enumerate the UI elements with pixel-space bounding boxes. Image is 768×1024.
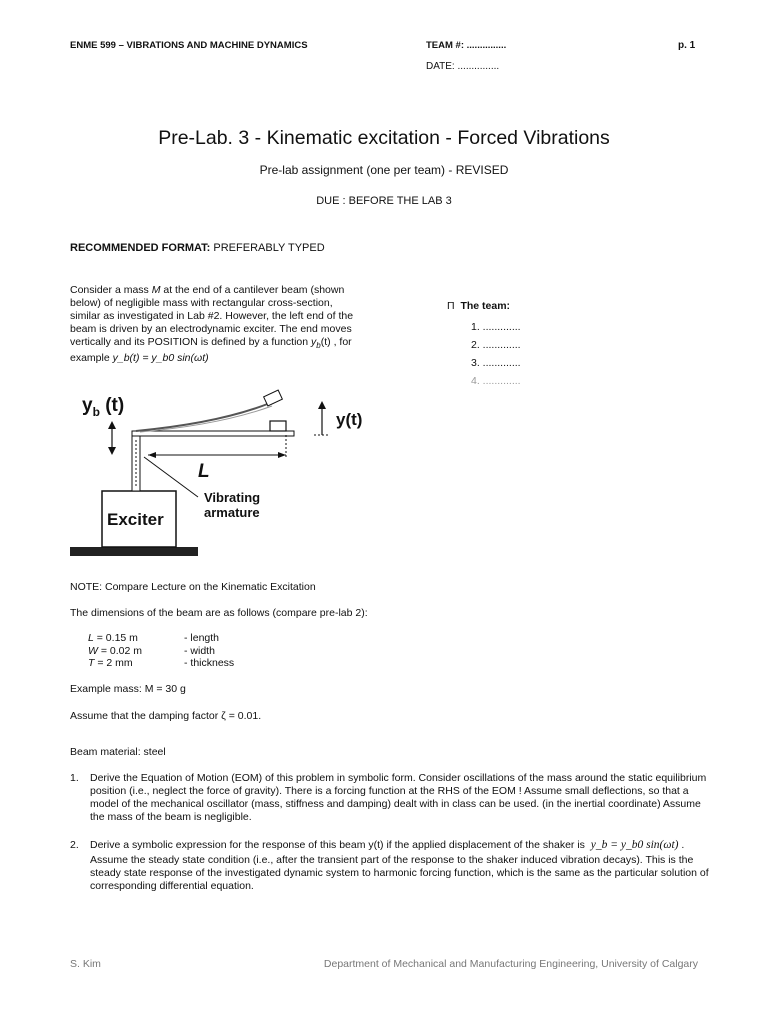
question-body: Derive a symbolic expression for the response of this beam y(t) if the applied displacement of the shaker is y_b = y_b0 sin(ωt) . Assume the steady state condition (i.e., after the transient part of the response to the shaker induced vibration decays). This is the steady state response of the investigated dynamic system to harmonic forcing function, which is the same as the particular solution of corresponding differential equation. (90, 839, 709, 892)
team-number-field: TEAM #: ............... (426, 40, 507, 51)
dimension-value (88, 632, 184, 645)
yb-arrowhead-down (108, 447, 116, 455)
function-subscript: b (316, 341, 321, 351)
pi-icon: Π (447, 300, 455, 312)
example-mass: Example mass: M = 30 g (70, 683, 186, 695)
dimensions-table (88, 632, 234, 670)
yb-arg: (t) (99, 395, 125, 416)
dimension-desc: - length (184, 632, 220, 644)
function-symbol: y (311, 336, 317, 348)
format-label: RECOMMENDED FORMAT: (70, 242, 211, 254)
intro-text-3: , for example (70, 336, 352, 365)
yb-symbol: y (82, 395, 93, 416)
format-line (70, 242, 325, 254)
team-members (471, 318, 521, 390)
dimension-row (88, 645, 234, 658)
dimension-amount: = 0.15 m (93, 632, 138, 644)
length-arrow-left (148, 452, 156, 458)
intro-text-2: at the end of a cantilever beam (shown below) of negligible mass with rectangular cross-section, similar as investigated in Lab #2. However, the left end of the beam is driven by an electrodynamic exciter. The end moves vertically and its POSITION is defined by a function (70, 284, 354, 348)
question-text: Derive a symbolic expression for the response of this beam y(t) if the applied displacement of the shaker is (90, 839, 585, 851)
mass-symbol: M (151, 284, 161, 296)
due-line: DUE : BEFORE THE LAB 3 (316, 195, 452, 207)
footer-department: Department of Mechanical and Manufacturing Engineering, University of Calgary (323, 958, 698, 970)
armature-label-1: Vibrating (204, 490, 261, 505)
beam (132, 431, 294, 436)
team-label: The team: (460, 300, 511, 312)
yt-arrowhead (318, 401, 326, 409)
dimension-desc: - width (184, 644, 215, 657)
date-field: DATE: ............... (426, 61, 500, 72)
yt-label: y(t) (336, 410, 363, 429)
subtitle: Pre-lab assignment (one per team) - REVISED (259, 163, 509, 177)
dimension-symbol: T (88, 657, 95, 669)
dimensions-intro: The dimensions of the beam are as follows (compare pre-lab 2): (70, 607, 368, 619)
team-member: 3. ............. (471, 357, 521, 369)
footer-author: S. Kim (70, 958, 101, 970)
material-line: Beam material: steel (70, 746, 166, 758)
question-text: Derive the Equation of Motion (EOM) of this problem in symbolic form. Consider oscillations of the mass around the static equilibrium position (i.e., neglect the force of gravity). There is a forcing function at the RHS of the EOM ! Assume small deflections, so that a model of the mechanical oscillator (mass, stiffness and damping) dealt with in class can be used. (in the inertial coordinate) Assume the mass of the beam is negligible. (90, 772, 707, 823)
dimension-value (88, 657, 184, 670)
team-member: 1. ............. (471, 321, 521, 333)
dimension-amount: = 2 mm (94, 657, 133, 669)
deflected-beam (136, 403, 270, 431)
team-heading (447, 300, 521, 312)
length-arrow-right (278, 452, 286, 458)
dimension-value (88, 645, 184, 658)
question-text-2: Assume the steady state condition (i.e., after the transient part of the response to the shaker induced vibration decays). This is the steady state response of the investigated dynamic system to harmonic forcing function, which is the same as the particular solution of corresponding differential equation. (90, 854, 709, 892)
shaker-formula: y_b = y_b0 sin(ωt) (590, 839, 679, 851)
damping-line: Assume that the damping factor ζ = 0.01. (70, 710, 262, 722)
tip-mass (270, 421, 286, 431)
deflected-mass (264, 390, 283, 406)
dimension-symbol: W (88, 644, 98, 657)
page-number: p. 1 (678, 40, 696, 51)
note-line: NOTE: Compare Lecture on the Kinematic Excitation (70, 581, 316, 593)
armature-label-2: armature (204, 505, 260, 520)
function-arg: (t) (320, 336, 331, 348)
question-number: 1. (70, 772, 79, 784)
example-function: y_b(t) = y_b0 sin(ωt) (112, 352, 209, 365)
format-value: PREFERABLY TYPED (213, 242, 325, 254)
question-2 (70, 839, 710, 899)
ground-base (70, 547, 198, 556)
dimension-symbol: L (88, 632, 94, 644)
armature-stem (132, 435, 140, 491)
team-member: 2. ............. (471, 339, 521, 351)
team-member: 4. ............. (471, 375, 521, 387)
yb-label (82, 395, 124, 419)
intro-paragraph (70, 284, 360, 365)
cantilever-diagram (70, 385, 380, 570)
length-label: L (198, 461, 210, 482)
exciter-label: Exciter (107, 510, 164, 529)
dimension-desc: - thickness (184, 657, 235, 669)
yb-arrowhead-up (108, 421, 116, 429)
dimension-amount: = 0.02 m (97, 644, 142, 657)
question-number: 2. (70, 839, 79, 851)
question-1 (70, 772, 710, 828)
dimension-row (88, 632, 234, 645)
yb-subscript: b (92, 405, 100, 419)
team-block (447, 300, 521, 390)
dimension-row (88, 657, 234, 670)
page-title: Pre-Lab. 3 - Kinematic excitation - Forced Vibrations (158, 127, 610, 149)
cantilever-figure (70, 385, 380, 570)
course-header: ENME 599 – VIBRATIONS AND MACHINE DYNAMICS (70, 40, 308, 51)
intro-text-1: Consider a mass (70, 284, 152, 296)
